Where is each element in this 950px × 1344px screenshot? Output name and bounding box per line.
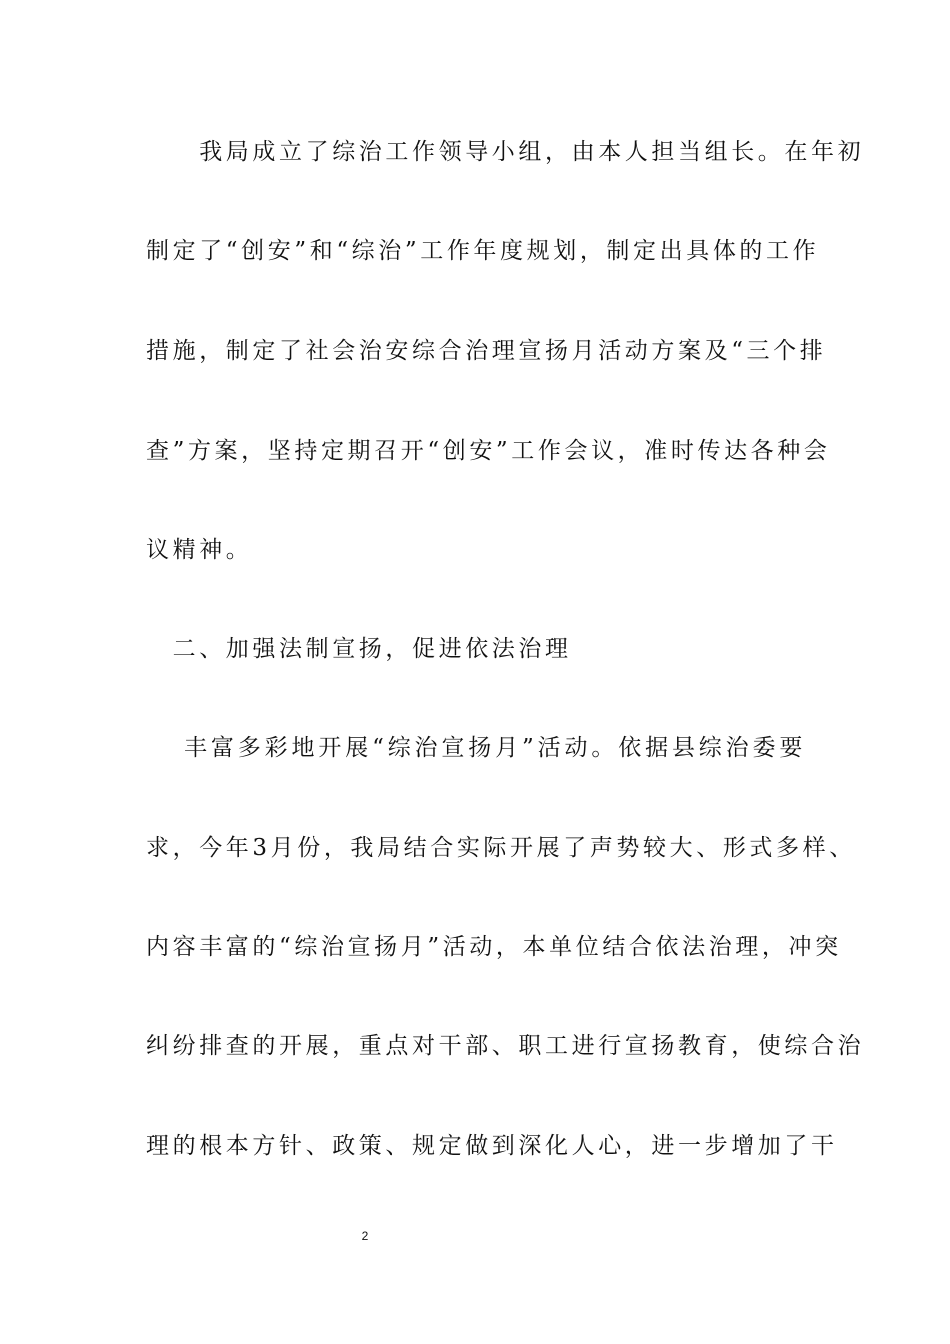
paragraph-1-line-3: 措施，制定了社会治安综合治理宣扬月活动方案及“三个排 xyxy=(146,338,827,364)
paragraph-2-line-2: 求，今年3月份，我局结合实际开展了声势较大、形式多样、 xyxy=(146,835,856,861)
paragraph-1-line-4: 查”方案，坚持定期召开“创安”工作会议，准时传达各种会 xyxy=(146,438,831,464)
section-heading-2: 二、加强法制宣扬，促进依法治理 xyxy=(146,636,572,662)
paragraph-2-line-1: 丰富多彩地开展“综治宣扬月”活动。依据县综治委要 xyxy=(146,735,806,761)
paragraph-1-line-5: 议精神。 xyxy=(146,537,253,563)
paragraph-1-line-1: 我局成立了综治工作领导小组，由本人担当组长。在年初 xyxy=(146,139,865,165)
paragraph-2-line-4: 纠纷排查的开展，重点对干部、职工进行宣扬教育，使综合治 xyxy=(146,1033,865,1059)
paragraph-1-line-2: 制定了“创安”和“综治”工作年度规划，制定出具体的工作 xyxy=(146,238,820,264)
page-number: 2 xyxy=(361,1229,369,1243)
paragraph-2-line-3: 内容丰富的“综治宣扬月”活动，本单位结合依法治理，冲突 xyxy=(146,934,842,960)
paragraph-2-line-5: 理的根本方针、政策、规定做到深化人心，进一步增加了干 xyxy=(146,1133,838,1159)
